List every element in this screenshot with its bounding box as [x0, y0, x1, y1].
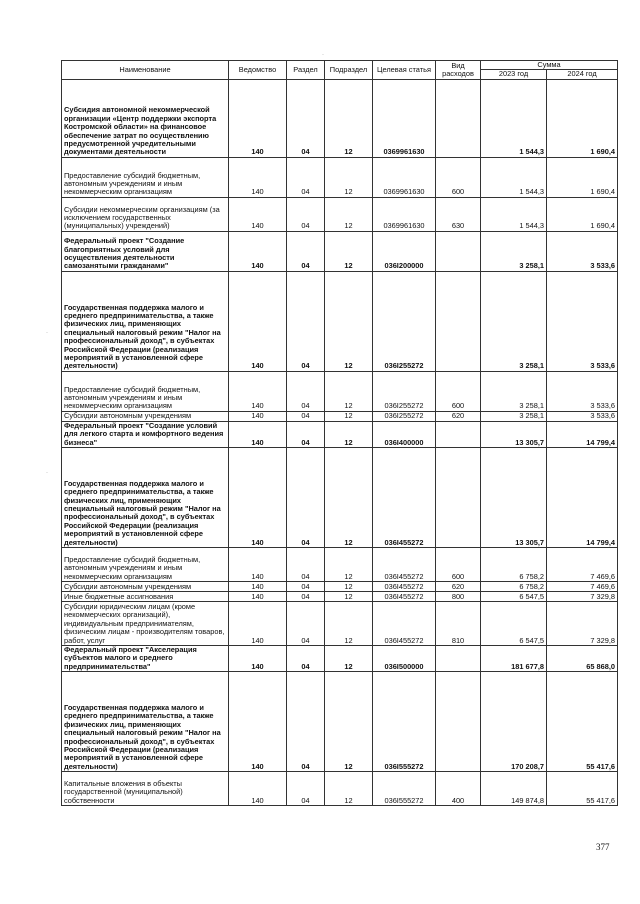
row-sum-2023: 1 544,3	[481, 197, 547, 231]
row-sum-2023: 13 305,7	[481, 448, 547, 548]
row-vid: 620	[436, 411, 481, 421]
row-sum-2023: 13 305,7	[481, 421, 547, 447]
table-header	[62, 61, 618, 80]
row-vid	[436, 79, 481, 157]
row-sum-2023: 3 258,1	[481, 271, 547, 371]
row-sum-2024: 55 417,6	[547, 772, 618, 806]
table-row	[62, 602, 618, 646]
row-sum-2023: 1 544,3	[481, 157, 547, 197]
row-tselevaya: 0369961630	[373, 197, 436, 231]
row-tselevaya: 036I500000	[373, 646, 436, 672]
row-name: Субсидии некоммерческим организациям (за исключением государственных (муниципальных) учреждений)	[62, 197, 229, 231]
row-razdel: 04	[287, 231, 325, 271]
row-sum-2023: 1 544,3	[481, 79, 547, 157]
budget-table	[61, 60, 618, 806]
scan-speck: ·	[46, 330, 48, 336]
row-razdel: 04	[287, 79, 325, 157]
row-podrazdel: 12	[325, 548, 373, 582]
row-name: Субсидия автономной некоммерческой организации «Центр поддержки экспорта Костромской области» на финансовое обеспечение затрат по осуществлению предусмотренной учредительными документами деятельности	[62, 79, 229, 157]
row-tselevaya: 036I455272	[373, 548, 436, 582]
row-vedomstvo: 140	[229, 231, 287, 271]
row-sum-2024: 1 690,4	[547, 79, 618, 157]
row-podrazdel: 12	[325, 79, 373, 157]
row-razdel: 04	[287, 772, 325, 806]
row-vid: 600	[436, 548, 481, 582]
row-sum-2023: 3 258,1	[481, 411, 547, 421]
row-sum-2024: 3 533,6	[547, 411, 618, 421]
row-sum-2023: 3 258,1	[481, 371, 547, 411]
row-vid: 600	[436, 371, 481, 411]
row-podrazdel: 12	[325, 448, 373, 548]
row-name: Предоставление субсидий бюджетным, автономным учреждениям и иным некоммерческим организациям	[62, 371, 229, 411]
row-vid	[436, 231, 481, 271]
row-sum-2023: 170 208,7	[481, 672, 547, 772]
col-vedomstvo-header: Ведомство	[229, 61, 287, 80]
row-razdel: 04	[287, 646, 325, 672]
row-podrazdel: 12	[325, 231, 373, 271]
row-vedomstvo: 140	[229, 79, 287, 157]
table-row	[62, 197, 618, 231]
row-name: Субсидии юридическим лицам (кроме некоммерческих организаций), индивидуальным предпринимателям, физическим лицам - производителям товаров, работ, услуг	[62, 602, 229, 646]
row-vedomstvo: 140	[229, 197, 287, 231]
table-row	[62, 79, 618, 157]
row-razdel: 04	[287, 582, 325, 592]
row-name: Федеральный проект "Акселерация субъектов малого и среднего предпринимательства"	[62, 646, 229, 672]
table-row	[62, 772, 618, 806]
row-razdel: 04	[287, 421, 325, 447]
table-row	[62, 157, 618, 197]
row-tselevaya: 036I555272	[373, 672, 436, 772]
row-podrazdel: 12	[325, 421, 373, 447]
row-podrazdel: 12	[325, 371, 373, 411]
row-name: Федеральный проект "Создание условий для легкого старта и комфортного ведения бизнеса"	[62, 421, 229, 447]
col-2024-header: 2024 год	[547, 70, 618, 79]
row-vedomstvo: 140	[229, 421, 287, 447]
row-sum-2024: 7 469,6	[547, 582, 618, 592]
row-vid: 630	[436, 197, 481, 231]
row-name: Капитальные вложения в объекты государственной (муниципальной) собственности	[62, 772, 229, 806]
table-row	[62, 672, 618, 772]
row-vid	[436, 646, 481, 672]
row-razdel: 04	[287, 197, 325, 231]
row-vedomstvo: 140	[229, 371, 287, 411]
row-vid	[436, 448, 481, 548]
row-vedomstvo: 140	[229, 672, 287, 772]
col-vid-header: Вид расходов	[436, 61, 481, 80]
row-sum-2024: 7 469,6	[547, 548, 618, 582]
row-name: Государственная поддержка малого и среднего предпринимательства, а также физических лиц, применяющих специальный налоговый режим "Налог на профессиональный доход", в субъектах Российской Федерации (реализация мероприятий в установленной сфере деятельности)	[62, 448, 229, 548]
row-sum-2024: 3 533,6	[547, 371, 618, 411]
row-podrazdel: 12	[325, 672, 373, 772]
row-razdel: 04	[287, 157, 325, 197]
col-podrazdel-header: Подраздел	[325, 61, 373, 80]
table-row	[62, 231, 618, 271]
row-sum-2024: 7 329,8	[547, 602, 618, 646]
row-sum-2024: 14 799,4	[547, 448, 618, 548]
row-vid: 800	[436, 592, 481, 602]
row-vedomstvo: 140	[229, 157, 287, 197]
row-sum-2023: 6 547,5	[481, 592, 547, 602]
row-sum-2024: 1 690,4	[547, 197, 618, 231]
row-podrazdel: 12	[325, 582, 373, 592]
row-name: Федеральный проект "Создание благоприятных условий для осуществления деятельности самозанятыми гражданами"	[62, 231, 229, 271]
table-body	[62, 79, 618, 805]
table-row	[62, 411, 618, 421]
row-name: Субсидии автономным учреждениям	[62, 582, 229, 592]
row-sum-2024: 14 799,4	[547, 421, 618, 447]
row-tselevaya: 0369961630	[373, 79, 436, 157]
row-sum-2023: 6 758,2	[481, 548, 547, 582]
row-name: Государственная поддержка малого и среднего предпринимательства, а также физических лиц, применяющих специальный налоговый режим "Налог на профессиональный доход", в субъектах Российской Федерации (реализация мероприятий в установленной сфере деятельности)	[62, 672, 229, 772]
row-tselevaya: 036I455272	[373, 592, 436, 602]
row-sum-2023: 181 677,8	[481, 646, 547, 672]
row-razdel: 04	[287, 271, 325, 371]
row-name: Иные бюджетные ассигнования	[62, 592, 229, 602]
row-vedomstvo: 140	[229, 582, 287, 592]
row-vedomstvo: 140	[229, 448, 287, 548]
row-razdel: 04	[287, 592, 325, 602]
table-row	[62, 582, 618, 592]
row-sum-2024: 7 329,8	[547, 592, 618, 602]
row-vedomstvo: 140	[229, 602, 287, 646]
row-vid: 620	[436, 582, 481, 592]
row-vedomstvo: 140	[229, 271, 287, 371]
row-razdel: 04	[287, 672, 325, 772]
row-razdel: 04	[287, 448, 325, 548]
row-tselevaya: 0369961630	[373, 157, 436, 197]
table-row	[62, 271, 618, 371]
row-podrazdel: 12	[325, 411, 373, 421]
table-row	[62, 421, 618, 447]
row-sum-2024: 3 533,6	[547, 271, 618, 371]
row-vid	[436, 672, 481, 772]
row-sum-2024: 55 417,6	[547, 672, 618, 772]
scan-speck: ·	[46, 470, 48, 476]
col-summa-header: Сумма	[481, 61, 618, 70]
row-podrazdel: 12	[325, 592, 373, 602]
row-podrazdel: 12	[325, 602, 373, 646]
row-razdel: 04	[287, 411, 325, 421]
row-tselevaya: 036I255272	[373, 371, 436, 411]
row-vid	[436, 421, 481, 447]
row-sum-2023: 149 874,8	[481, 772, 547, 806]
page-number: 377	[596, 842, 610, 852]
table-row	[62, 548, 618, 582]
row-razdel: 04	[287, 548, 325, 582]
row-podrazdel: 12	[325, 271, 373, 371]
row-razdel: 04	[287, 602, 325, 646]
row-vid: 600	[436, 157, 481, 197]
row-podrazdel: 12	[325, 197, 373, 231]
row-podrazdel: 12	[325, 772, 373, 806]
row-podrazdel: 12	[325, 646, 373, 672]
row-podrazdel: 12	[325, 157, 373, 197]
row-sum-2024: 1 690,4	[547, 157, 618, 197]
table-row	[62, 592, 618, 602]
row-name: Субсидии автономным учреждениям	[62, 411, 229, 421]
table-row	[62, 448, 618, 548]
row-vedomstvo: 140	[229, 592, 287, 602]
row-sum-2023: 6 547,5	[481, 602, 547, 646]
row-name: Государственная поддержка малого и среднего предпринимательства, а также физических лиц, применяющих специальный налоговый режим "Налог на профессиональный доход", в субъектах Российской Федерации (реализация мероприятий в установленной сфере деятельности)	[62, 271, 229, 371]
row-vid: 810	[436, 602, 481, 646]
row-tselevaya: 036I455272	[373, 602, 436, 646]
row-vedomstvo: 140	[229, 646, 287, 672]
row-vedomstvo: 140	[229, 411, 287, 421]
row-sum-2023: 6 758,2	[481, 582, 547, 592]
row-sum-2024: 3 533,6	[547, 231, 618, 271]
col-2023-header: 2023 год	[481, 70, 547, 79]
row-name: Предоставление субсидий бюджетным, автономным учреждениям и иным некоммерческим организациям	[62, 157, 229, 197]
table-row	[62, 371, 618, 411]
row-vid	[436, 271, 481, 371]
row-tselevaya: 036I400000	[373, 421, 436, 447]
row-name: Предоставление субсидий бюджетным, автономным учреждениям и иным некоммерческим организациям	[62, 548, 229, 582]
row-tselevaya: 036I200000	[373, 231, 436, 271]
row-vedomstvo: 140	[229, 772, 287, 806]
row-vid: 400	[436, 772, 481, 806]
table-row	[62, 646, 618, 672]
row-tselevaya: 036I455272	[373, 448, 436, 548]
col-name-header: Наименование	[62, 61, 229, 80]
row-tselevaya: 036I255272	[373, 411, 436, 421]
row-sum-2024: 65 868,0	[547, 646, 618, 672]
row-tselevaya: 036I555272	[373, 772, 436, 806]
row-sum-2023: 3 258,1	[481, 231, 547, 271]
col-tselevaya-header: Целевая статья	[373, 61, 436, 80]
row-tselevaya: 036I255272	[373, 271, 436, 371]
row-razdel: 04	[287, 371, 325, 411]
row-vedomstvo: 140	[229, 548, 287, 582]
scan-speck: ·	[322, 52, 324, 58]
col-razdel-header: Раздел	[287, 61, 325, 80]
row-tselevaya: 036I455272	[373, 582, 436, 592]
